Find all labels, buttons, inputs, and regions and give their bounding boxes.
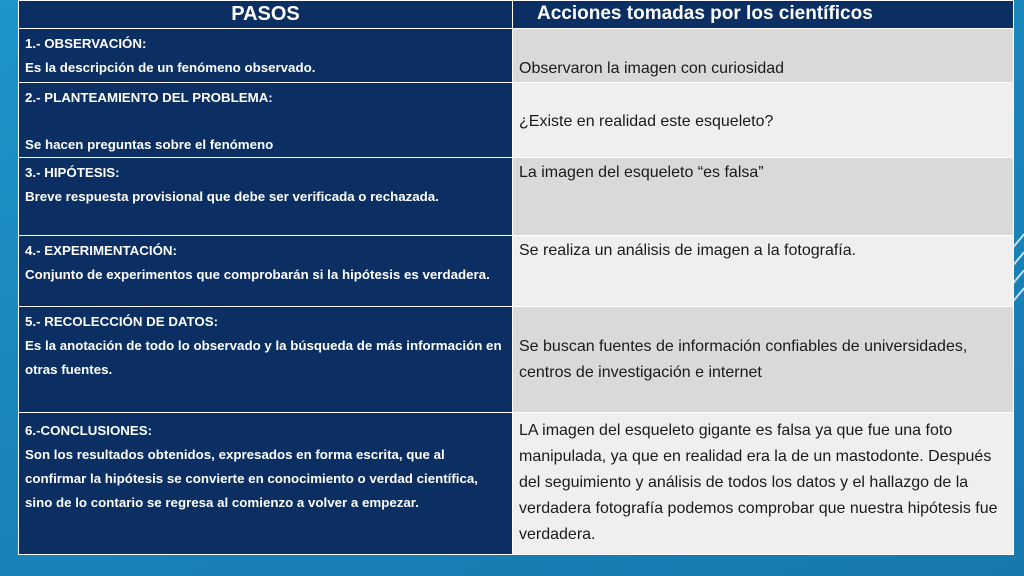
step-cell [19, 307, 513, 413]
step-cell [19, 83, 513, 158]
table-row [19, 158, 1014, 236]
step-description: Es la descripción de un fenómeno observado. [25, 60, 316, 75]
step-title: 5.- RECOLECCIÓN DE DATOS: [25, 314, 219, 329]
scientific-method-table [18, 0, 1014, 555]
step-title: 1.- OBSERVACIÓN: [25, 36, 147, 51]
step-cell [19, 413, 513, 555]
action-cell: La imagen del esqueleto “es falsa” [513, 158, 1014, 236]
step-description: Breve respuesta provisional que debe ser verificada o rechazada. [25, 189, 439, 204]
action-cell: Observaron la imagen con curiosidad [513, 29, 1014, 83]
step-description: Conjunto de experimentos que comprobarán si la hipótesis es verdadera. [25, 267, 490, 282]
table-row [19, 29, 1014, 83]
table-header-row [19, 1, 1014, 29]
table-row [19, 83, 1014, 158]
step-description: Se hacen preguntas sobre el fenómeno [25, 137, 274, 152]
header-pasos: PASOS [19, 1, 513, 29]
step-cell [19, 158, 513, 236]
table-row [19, 413, 1014, 555]
step-description: Son los resultados obtenidos, expresados en forma escrita, que al confirmar la hipótesis se convierte en conocimiento o verdad científica, sino de lo contario se regresa al comienzo a volver a empezar. [25, 447, 478, 510]
action-cell: Se buscan fuentes de información confiables de universidades, centros de investigación e internet [513, 307, 1014, 413]
step-cell [19, 236, 513, 307]
table-row [19, 307, 1014, 413]
step-cell [19, 29, 513, 83]
header-acciones: Acciones tomadas por los científicos [513, 1, 1014, 29]
table-row [19, 236, 1014, 307]
step-title: 4.- EXPERIMENTACIÓN: [25, 243, 177, 258]
action-cell: Se realiza un análisis de imagen a la fotografía. [513, 236, 1014, 307]
step-description: Es la anotación de todo lo observado y la búsqueda de más información en otras fuentes. [25, 338, 502, 377]
step-title: 2.- PLANTEAMIENTO DEL PROBLEMA: [25, 90, 273, 105]
step-title: 3.- HIPÓTESIS: [25, 165, 120, 180]
action-cell: ¿Existe en realidad este esqueleto? [513, 83, 1014, 158]
action-cell: LA imagen del esqueleto gigante es falsa ya que fue una foto manipulada, ya que en realidad era la de un mastodonte. Después del seguimiento y análisis de todos los datos y el hallazgo de la verdadera fotografía podemos comprobar que nuestra hipótesis fue verdadera. [513, 413, 1014, 555]
step-title: 6.-CONCLUSIONES: [25, 423, 153, 438]
